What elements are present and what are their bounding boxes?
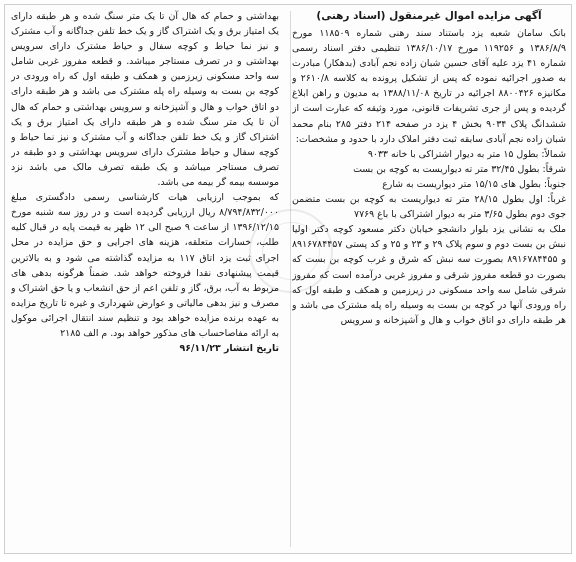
notice-left-column xyxy=(11,9,279,549)
appraisal-and-terms: که بموجب ارزیابی هیات کارشناسی رسمی دادگستری مبلغ ۸/۷۹۴/۸۳۲/۰۰۰ ریال ارزیابی گردیده است و در روز سه شنبه مورخ ۱۳۹۶/۱۲/۱۵ از ساعت ۹ صبح الی ۱۲ ظهر به قیمت پایه در قبال کلیه طلب، خسارات متعلقه، هزینه های اجرایی و حق مزایده در محل اجرای ثبت یزد اتاق ۱۱۷ به مزایده گذاشته می شود و به بالاترین قیمت پیشنهادی نقدا فروخته خواهد شد. ضمناً هرگونه بدهی های مربوط به آب، برق، گاز و تلفن اعم از حق انشعاب و یا حق اشتراک و مصرف و نیز بدهی مالیاتی و عوارض شهرداری و غیره تا تاریخ مزایده به عهده برنده مزایده خواهد بود و تنظیم سند انتقال اجرائی موکول به ارائه مفاصاحساب های مذکور خواهد بود. م الف ۲۱۸۵ xyxy=(11,192,279,339)
notice-intro: بانک سامان شعبه یزد باستناد سند رهنی شماره ۱۱۸۵۰۹ مورخ ۱۳۸۶/۸/۹ و ۱۱۹۲۵۶ مورخ ۱۳۸۶/۱۰/۱۷ تنظیمی دفتر اسناد رسمی شماره ۴۱ یزد علیه آقای حسین شبان زاده نجم آبادی (بدهکار) مبادرت به صدور اجرائیه نموده که پس از تشکیل پرونده به کلاسه ۲۶۱۰/۸ و مکانیزه ۸۸۰۰۴۲۶ اجرائیه در تاریخ ۱۳۸۸/۱۱/۰۸ به مدیون و راهن ابلاغ گردیده و پس از جری تشریفات قانونی، مورد وثیقه که عبارت است از ششدانگ پلاک ۹۰۳۴ بخش ۴ یزد در صفحه ۲۱۴ دفتر ۲۸۵ بنام محمد شبان زاده نجم آبادی سابقه ثبت دفتر املاک دارد با حدود و مشخصات: xyxy=(292,28,566,145)
notice-right-column xyxy=(292,9,566,549)
property-description: بهداشتی و حمام که هال آن تا یک متر سنگ شده و هر طبقه دارای یک امتیاز برق و یک اشتراک گاز و یک خط تلفن جداگانه و آب مشترک و نیز نما حیاط و کوچه سفال و حیاط مشترک دارای سرویس بهداشتی و در تصرف مستاجر میباشد. و قطعه مفروز غربی شامل سه واحد مسکونی زیرزمین و همکف و طبقه اول که راه ورودی در کوچه بن بست به وسیله راه پله مشترک می باشد و هر طبقه دارای دو اتاق خواب و هال و آشپزخانه و سرویس بهداشتی و حمام که هال آن تا یک متر سنگ شده و هر طبقه دارای یک امتیاز برق و یک اشتراک گاز و یک خط تلفن جداگانه و آب مشترک و نیز نما حیاط و کوچه سفال و حیاط مشترک دارای سرویس بهداشتی و دو طبقه در تصرف مستاجر میباشد و یک طبقه تصرف مالک می باشد نزد موسسه بیمه گر بیمه می باشد. xyxy=(11,11,279,189)
auction-notice xyxy=(4,4,572,554)
notice-title: آگهی مزایده اموال غیرمنقول (اسناد رهنی) xyxy=(316,10,542,22)
column-divider xyxy=(290,11,291,547)
boundary-east: شرقاً: بطول ۳۲/۴۵ متر ته دیواریست به کوچه بن بست xyxy=(353,163,566,175)
boundary-west: غرباً: اول بطول ۲۸/۱۵ متر ته دیواریست به کوچه بن بست متضمن جوی دوم بطول ۳/۶۵ متر به دیوار اشتراکی با باغ ۷۷۶۹ xyxy=(292,194,566,221)
publish-date: تاریخ انتشار ۹۶/۱۱/۲۳ xyxy=(179,343,279,355)
property-location: ملک به نشانی یزد بلوار دانشجو خیابان دکتر مسعود کوچه دکتر اولیا نبش بن بست دوم و سوم پلاک ۲۹ و ۲۳ و ۲۵ و کد پستی ۸۹۱۶۷۸۴۴۵۷ و ۸۹۱۶۷۸۴۴۵۵ بصورت سه نبش که شرق و غرب کوچه بن بست که بصورت دو قطعه مفروز شرقی و مفروز غربی درآمده است که مفروز شرقی شامل سه واحد مسکونی در زیرزمین و همکف و طبقه اول که راه ورودی آنها در کوچه بن بست به وسیله راه پله مشترک می باشد و هر طبقه دارای دو اتاق خواب و هال و آشپزخانه و سرویس xyxy=(292,224,566,326)
boundary-north: شمالاً: بطول ۱۵ متر به دیوار اشتراکی با خانه ۹۰۳۳ xyxy=(367,148,566,160)
boundary-south: جنوباً: بطول های ۱۵/۱۵ متر دیواریست به شارع xyxy=(382,178,566,190)
